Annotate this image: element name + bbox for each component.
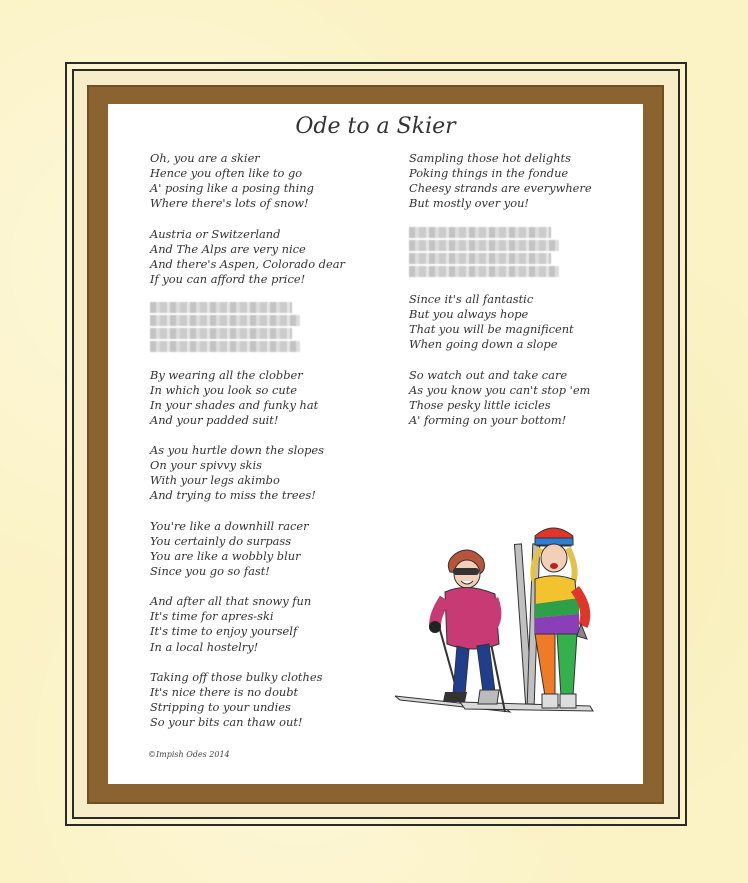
poem-line: So watch out and take care [409,367,568,382]
stanza [409,292,639,352]
stanza [150,368,370,428]
poem-line: As you know you can't stop 'em [409,382,591,397]
poem-line: Stripping to your undies [150,700,291,715]
poem-line: It's time to enjoy yourself [150,624,298,639]
poem-line: You're like a downhill racer [150,518,309,533]
redacted-stanza [150,302,370,352]
poem-title: Ode to a Skier [295,114,456,139]
poem-line: If you can afford the price! [150,271,306,286]
poem-line: By wearing all the clobber [150,367,303,382]
poem-line: But mostly over you! [409,196,529,211]
stanza [150,151,370,211]
poem-line: In a local hostelry! [150,639,259,654]
stanza [409,151,639,211]
stanza [150,594,370,654]
poem-line: It's time for apres-ski [150,609,274,624]
poem-line: But you always hope [409,307,529,322]
poem-line: Sampling those hot delights [409,151,571,165]
poem-line: Since you go so fast! [150,564,270,578]
poem-line: As you hurtle down the slopes [150,443,324,458]
poem-line: A' forming on your bottom! [409,412,567,427]
poem-paper [108,104,643,784]
poem-line: So your bits can thaw out! [150,715,303,730]
poem-line: And The Alps are very nice [150,241,306,256]
poem-line: Poking things in the fondue [409,166,569,181]
redacted-stanza [409,227,639,277]
poem-line: And your padded suit! [150,412,279,427]
right-column [409,151,639,443]
left-skier-icon [429,550,499,704]
stanza [150,519,370,579]
poem-line: That you will be magnificent [409,322,574,337]
poem-line: And trying to miss the trees! [150,488,316,503]
poem-line: You certainly do surpass [150,533,292,548]
redacted-line [150,341,300,352]
redacted-line [150,315,300,326]
redacted-line [150,328,292,339]
poem-line: When going down a slope [409,337,558,352]
stanza [409,368,639,428]
poem-line: Austria or Switzerland [150,226,281,241]
poem-line: On your spivvy skis [150,458,262,473]
poem-line: Since it's all fantastic [409,292,534,307]
poem-line: Cheesy strands are everywhere [409,181,592,196]
stanza [150,443,370,503]
poem-line: You are like a wobbly blur [150,548,301,563]
poem-line: It's nice there is no doubt [150,684,299,699]
poem-line: Those pesky little icicles [409,397,551,412]
skiers-illustration [395,514,595,744]
poem-line: With your legs akimbo [150,473,280,488]
redacted-line [409,227,551,238]
poem-line: Hence you often like to go [150,166,303,181]
copyright-text: ©Impish Odes 2014 [148,750,230,759]
redacted-line [409,253,551,264]
poem-line: Where there's lots of snow! [150,196,309,211]
stanza [150,670,370,730]
redacted-line [409,240,559,251]
poem-line: A' posing like a posing thing [150,181,314,196]
poem-line: In which you look so cute [150,382,298,397]
right-skier-icon [533,528,587,708]
stanza [150,227,370,287]
poem-line: Oh, you are a skier [150,151,260,165]
poem-line: And there's Aspen, Colorado dear [150,256,345,271]
poem-line: In your shades and funky hat [150,397,319,412]
poem-line: And after all that snowy fun [150,594,312,609]
left-column [150,151,370,745]
poem-line: Taking off those bulky clothes [150,669,323,684]
redacted-line [409,266,559,277]
redacted-line [150,302,292,313]
